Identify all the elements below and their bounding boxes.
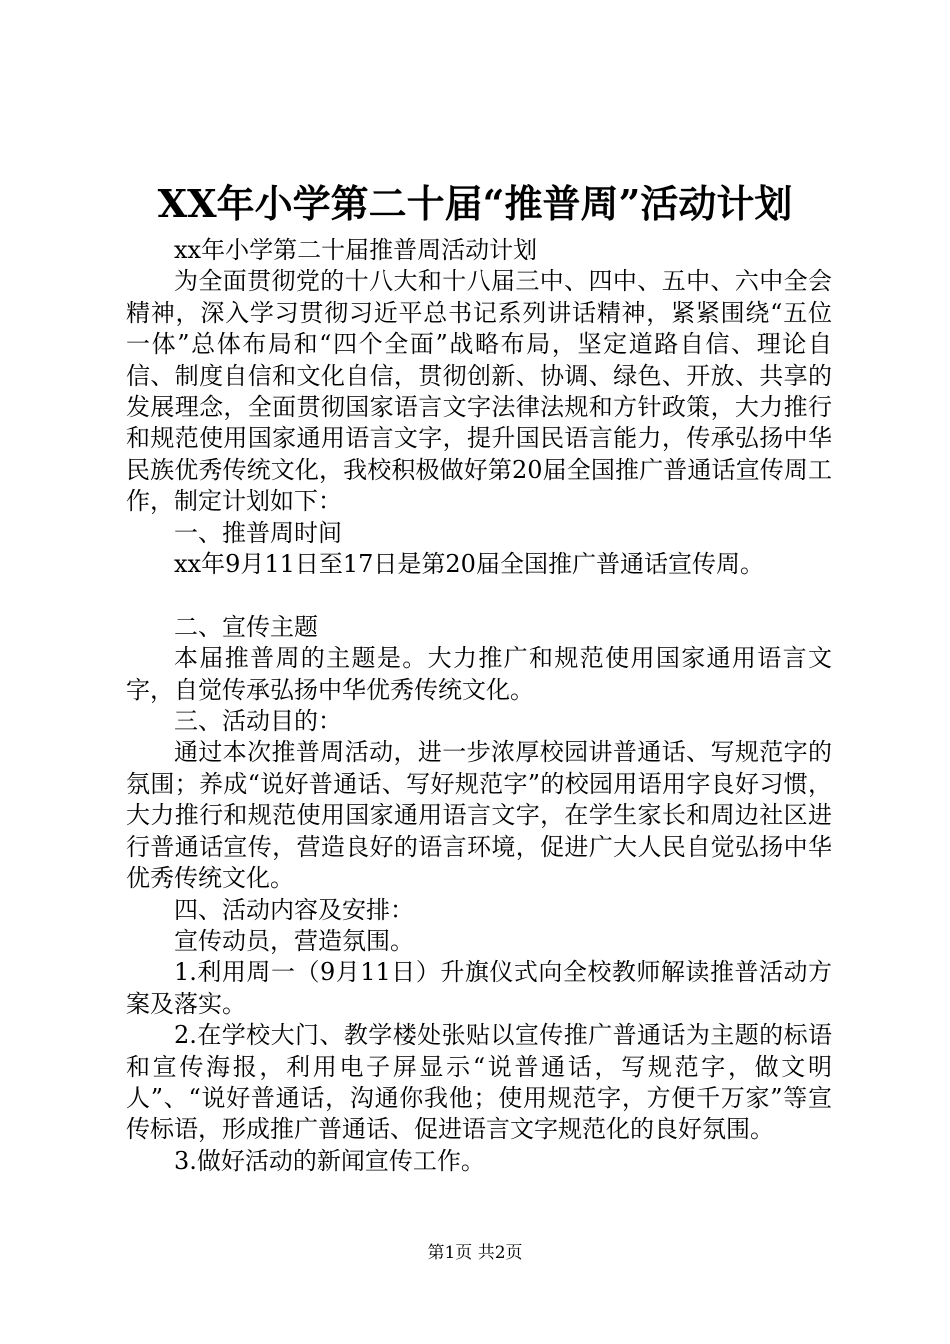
section-heading-purpose: 三、活动目的： (174, 707, 342, 736)
section-heading-theme: 二、宣传主题 (174, 612, 318, 641)
list-item-1: 1.利用周一（9月11日）升旗仪式向全校教师解读推普活动方案及落实。 (126, 958, 832, 1018)
paragraph-intro: 为全面贯彻党的十八大和十八届三中、四中、五中、六中全会精神，深入学习贯彻习近平总书记系列讲话精神，紧紧围绕“五位一体”总体布局和“四个全面”战略布局，坚定道路自信、理论自信、制度自信和文化自信，贯彻创新、协调、绿色、开放、共享的发展理念，全面贯彻国家语言文字法律法规和方针政策，大力推行和规范使用国家通用语言文字，提升国民语言能力，传承弘扬中华民族优秀传统文化，我校积极做好第20届全国推广普通话宣传周工作，制定计划如下： (126, 267, 832, 516)
list-item-2: 2.在学校大门、教学楼处张贴以宣传推广普通话为主题的标语和宣传海报，利用电子屏显示“说普通话，写规范字，做文明人”、“说好普通话，沟通你我他；使用规范字，方便千万家”等宣传标语，形成推广普通话、促进语言文字规范化的良好氛围。 (126, 1021, 832, 1144)
blank-line (126, 580, 832, 611)
document-body (126, 235, 832, 1177)
paragraph-mobilize: 宣传动员，营造氛围。 (174, 926, 414, 955)
paragraph-subtitle: xx年小学第二十届推普周活动计划 (174, 236, 538, 264)
document-title: XX年小学第二十届“推普周”活动计划 (157, 181, 793, 226)
section-heading-content: 四、活动内容及安排： (174, 895, 414, 924)
paragraph-theme: 本届推普周的主题是。大力推广和规范使用国家通用语言文字，自觉传承弘扬中华优秀传统文化。 (126, 644, 832, 704)
paragraph-time: xx年9月11日至17日是第20届全国推广普通话宣传周。 (174, 550, 764, 579)
paragraph-purpose: 通过本次推普周活动，进一步浓厚校园讲普通话、写规范字的氛围；养成“说好普通话、写好规范字”的校园用语用字良好习惯，大力推行和规范使用国家通用语言文字，在学生家长和周边社区进行普通话宣传，营造良好的语言环境，促进广大人民自觉弘扬中华优秀传统文化。 (126, 738, 832, 893)
page-footer: 第1页 共2页 (427, 1243, 523, 1263)
section-heading-time: 一、推普周时间 (174, 518, 342, 547)
list-item-3: 3.做好活动的新闻宣传工作。 (174, 1146, 485, 1175)
